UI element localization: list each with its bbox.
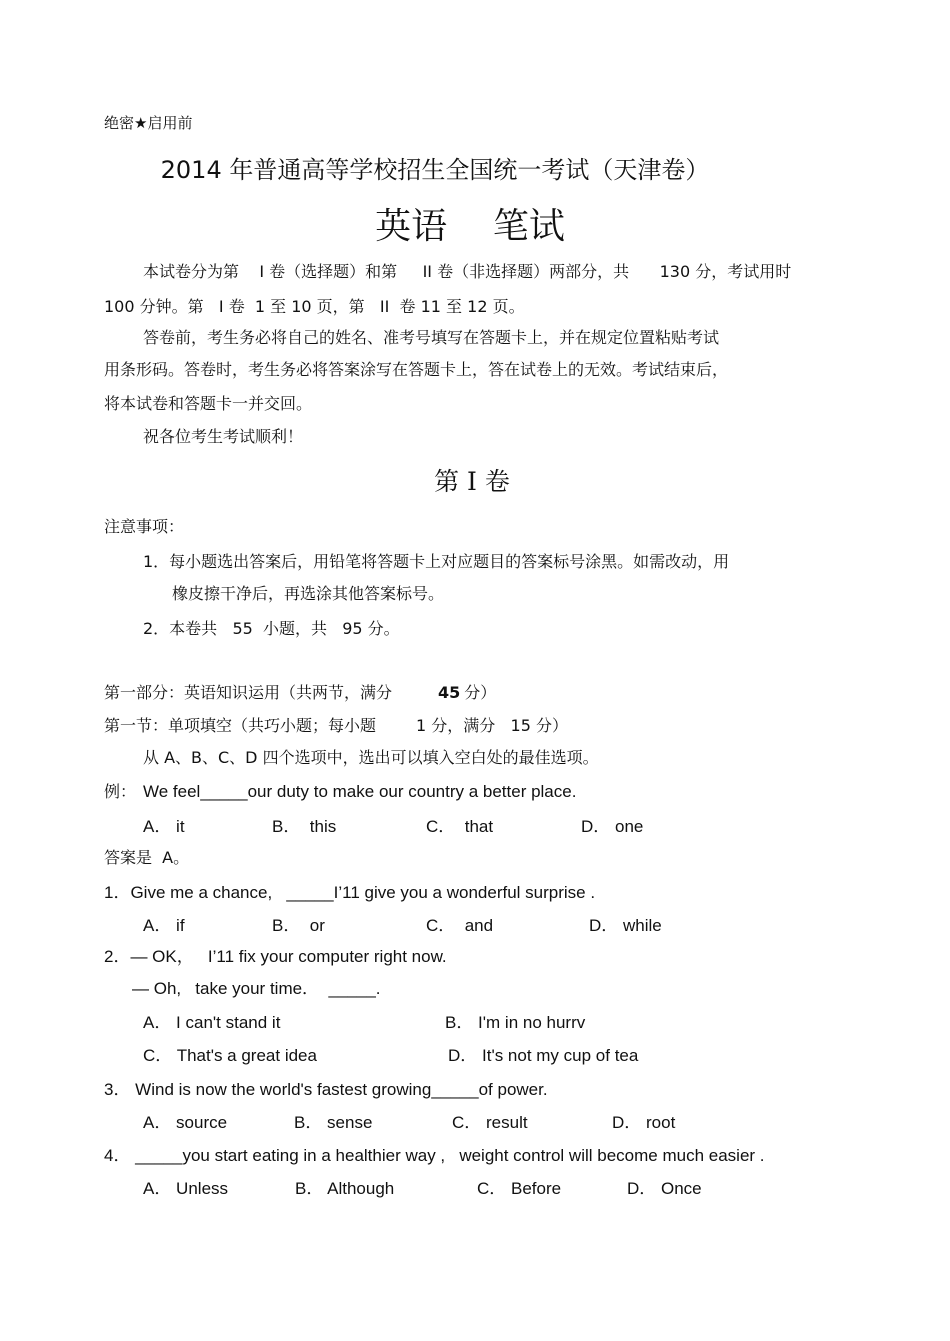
question-3-option-a: A． source xyxy=(143,1113,228,1132)
section1-heading-a: 第一节：单项填空（共巧小题；每小题 xyxy=(104,716,377,735)
intro-line-4: 用条形码。答卷时，考生务必将答案涂写在答题卡上，答在试卷上的无效。考试结束后， xyxy=(104,360,729,379)
question-1-option-a: A． if xyxy=(143,916,185,935)
subject-title: 英语 笔试 xyxy=(375,206,565,247)
part1-score: 45 xyxy=(438,683,461,702)
example-option-d: D． one xyxy=(581,817,644,836)
part1-heading-c: 分） xyxy=(464,683,497,702)
question-4-option-b: B． Although xyxy=(295,1179,395,1198)
section1-heading-b: 1 分，满分 15 分） xyxy=(416,716,568,735)
example-option-c: C． that xyxy=(426,817,494,836)
example-option-b: B． this xyxy=(272,817,337,836)
intro-line-6: 祝各位考生考试顺利！ xyxy=(143,427,304,446)
question-2-option-d: D． It's not my cup of tea xyxy=(448,1046,639,1065)
example-option-a: A． it xyxy=(143,817,185,836)
section-title: 第 I 卷 xyxy=(434,467,510,496)
part1-heading-a: 第一部分：英语知识运用（共两节，满分 xyxy=(104,683,393,702)
question-1-option-b: B． or xyxy=(272,916,325,935)
intro-line-1: 本试卷分为第 I 卷（选择题）和第 II 卷（非选择题）两部分，共 130 分，考试用时 xyxy=(143,262,792,281)
exam-title: 2014 年普通高等学校招生全国统一考试（天津卷） xyxy=(160,156,710,184)
question-4-option-a: A． Unless xyxy=(143,1179,229,1198)
intro-line-2: 100 分钟。第 I 卷 1 至 10 页，第 II 卷 11 至 12 页。 xyxy=(104,297,525,316)
notice-item-1: 1．每小题选出答案后，用铅笔将答题卡上对应题目的答案标号涂黑。如需改动，用 xyxy=(143,552,730,571)
question-3-option-b: B． sense xyxy=(294,1113,373,1132)
question-2-reply: — Oh, take your time． _____. xyxy=(132,979,381,998)
question-1-option-c: C． and xyxy=(426,916,494,935)
question-3-option-d: D． root xyxy=(612,1113,676,1132)
example-stem: We feel_____our duty to make our country a better place. xyxy=(143,782,577,801)
question-2-option-a: A． I can't stand it xyxy=(143,1013,281,1032)
question-2-option-b: B． I'm in no hurrv xyxy=(445,1013,586,1032)
question-1-stem: 1．Give me a chance, _____I’11 give you a wonderful surprise . xyxy=(104,883,596,902)
example-label: 例： xyxy=(104,782,137,801)
notice-label: 注意事项： xyxy=(104,517,185,536)
section1-heading xyxy=(104,716,568,736)
question-4-option-c: C． Before xyxy=(477,1179,562,1198)
question-3-option-c: C． result xyxy=(452,1113,528,1132)
question-4-stem: 4． _____you start eating in a healthier way , weight control will become much easier . xyxy=(104,1146,765,1165)
intro-line-3: 答卷前，考生务必将自己的姓名、准考号填写在答题卡上，并在规定位置粘贴考试 xyxy=(143,328,720,347)
instruction: 从 A、B、C、D 四个选项中，选出可以填入空白处的最佳选项。 xyxy=(143,748,599,767)
part1-heading xyxy=(104,683,496,703)
question-1-option-d: D． while xyxy=(589,916,662,935)
notice-item-2: 2．本卷共 55 小题，共 95 分。 xyxy=(143,619,400,638)
intro-line-5: 将本试卷和答题卡一并交回。 xyxy=(104,394,313,413)
notice-item-1-cont: 橡皮擦干净后，再选涂其他答案标号。 xyxy=(172,584,445,603)
question-2-stem: 2．— OK， I’11 fix your computer right now. xyxy=(104,947,447,966)
question-3-stem: 3． Wind is now the world's fastest growing_____of power. xyxy=(104,1080,548,1099)
question-2-option-c: C． That's a great idea xyxy=(143,1046,317,1065)
example-answer: 答案是 A。 xyxy=(104,848,190,867)
secret-mark: 绝密★启用前 xyxy=(104,114,193,132)
question-4-option-d: D． Once xyxy=(627,1179,702,1198)
